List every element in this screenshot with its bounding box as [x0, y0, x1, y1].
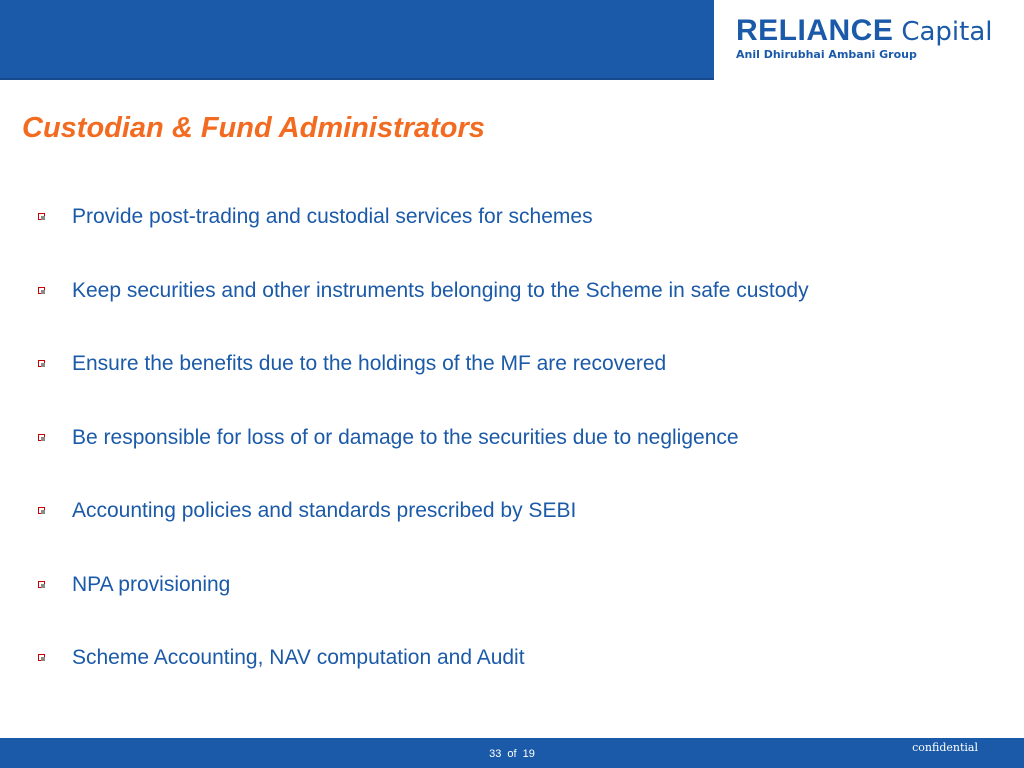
bullet-item: [38, 203, 809, 277]
square-bullet-icon: [38, 213, 45, 220]
bullet-item: [38, 277, 809, 351]
square-bullet-icon: [38, 360, 45, 367]
confidential-label: confidential: [912, 741, 978, 754]
footer-bar: [0, 738, 1024, 768]
bullet-list: [38, 203, 809, 718]
bullet-item: [38, 497, 809, 571]
bullet-text: Scheme Accounting, NAV computation and Audit: [72, 646, 525, 669]
bullet-item: [38, 350, 809, 424]
bullet-item: [38, 424, 809, 498]
bullet-text: Accounting policies and standards prescribed by SEBI: [72, 499, 577, 522]
bullet-text: Ensure the benefits due to the holdings of the MF are recovered: [72, 352, 667, 375]
bullet-text: Be responsible for loss of or damage to the securities due to negligence: [72, 425, 739, 449]
reliance-capital-logo: [714, 0, 1024, 80]
logo-product: Capital: [901, 17, 993, 47]
square-bullet-icon: [38, 507, 45, 514]
logo-tagline: Anil Dhirubhai Ambani Group: [736, 48, 917, 61]
logo-wordmark: [736, 14, 993, 48]
square-bullet-icon: [38, 581, 45, 588]
logo-brand: RELIANCE: [736, 14, 894, 47]
bullet-text: Provide post-trading and custodial services for schemes: [72, 205, 593, 228]
square-bullet-icon: [38, 654, 45, 661]
page-number: 33 of 19: [489, 748, 535, 760]
square-bullet-icon: [38, 434, 45, 441]
square-bullet-icon: [38, 287, 45, 294]
slide-title: Custodian & Fund Administrators: [22, 112, 485, 144]
bullet-text: Keep securities and other instruments belonging to the Scheme in safe custody: [72, 278, 809, 302]
header-bar: [0, 0, 1024, 80]
bullet-item: [38, 644, 809, 718]
bullet-item: [38, 571, 809, 645]
bullet-text: NPA provisioning: [72, 572, 231, 596]
